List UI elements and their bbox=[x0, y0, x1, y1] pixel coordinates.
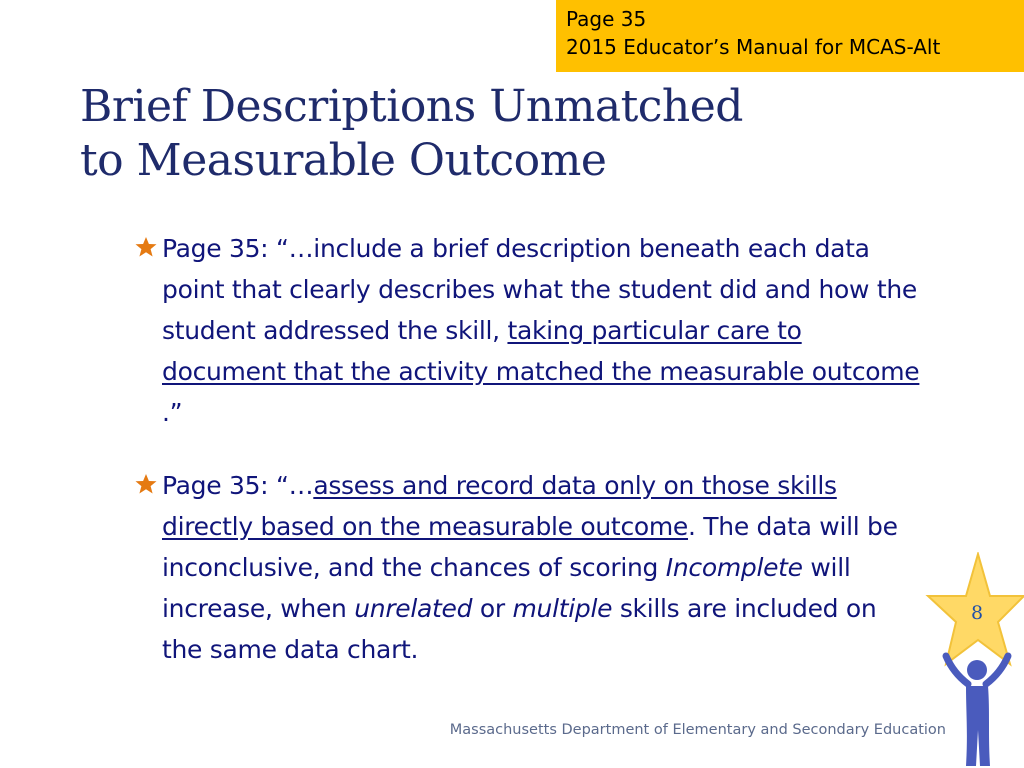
star-bullet-icon bbox=[134, 472, 158, 496]
footer-organization: Massachusetts Department of Elementary and Secondary Education bbox=[449, 722, 946, 738]
bullet-2-text-4: skills are included on the same data chart. bbox=[162, 594, 877, 664]
bullet-list bbox=[134, 228, 924, 670]
reference-manual: 2015 Educator’s Manual for MCAS-Alt bbox=[566, 35, 941, 59]
bullet-2-underlined: assess and record data only on those skills directly based on the measurable outcome bbox=[162, 471, 837, 541]
manual-reference-box bbox=[556, 0, 1024, 72]
bullet-1-lead: Page 35: “…include a brief description beneath each data point that clearly describes what the student did and how the student addressed the skill, bbox=[162, 234, 917, 345]
bullet-2-italic-incomplete: Incomplete bbox=[665, 553, 803, 582]
slide-title-line-1: Brief Descriptions Unmatched bbox=[80, 81, 743, 132]
bullet-item-2 bbox=[134, 465, 924, 670]
bullet-2-text-2: will increase, when bbox=[162, 553, 851, 623]
slide-title bbox=[80, 80, 743, 188]
bullet-2-text-3: or bbox=[472, 594, 513, 623]
bullet-2-italic-unrelated: unrelated bbox=[354, 594, 473, 623]
slide-number: 8 bbox=[970, 602, 984, 624]
bullet-item-1 bbox=[134, 228, 924, 433]
bullet-1-underlined: taking particular care to document that the activity matched the measurable outcome bbox=[162, 316, 920, 386]
bullet-2-italic-multiple: multiple bbox=[512, 594, 613, 623]
slide-title-line-2: to Measurable Outcome bbox=[80, 135, 607, 186]
bullet-2-text-1: . The data will be inconclusive, and the chances of scoring bbox=[162, 512, 898, 582]
star-bullet-icon bbox=[134, 235, 158, 259]
bullet-1-tail: .” bbox=[162, 398, 183, 427]
bullet-2-lead: Page 35: “… bbox=[162, 471, 314, 500]
reference-page: Page 35 bbox=[566, 7, 647, 31]
